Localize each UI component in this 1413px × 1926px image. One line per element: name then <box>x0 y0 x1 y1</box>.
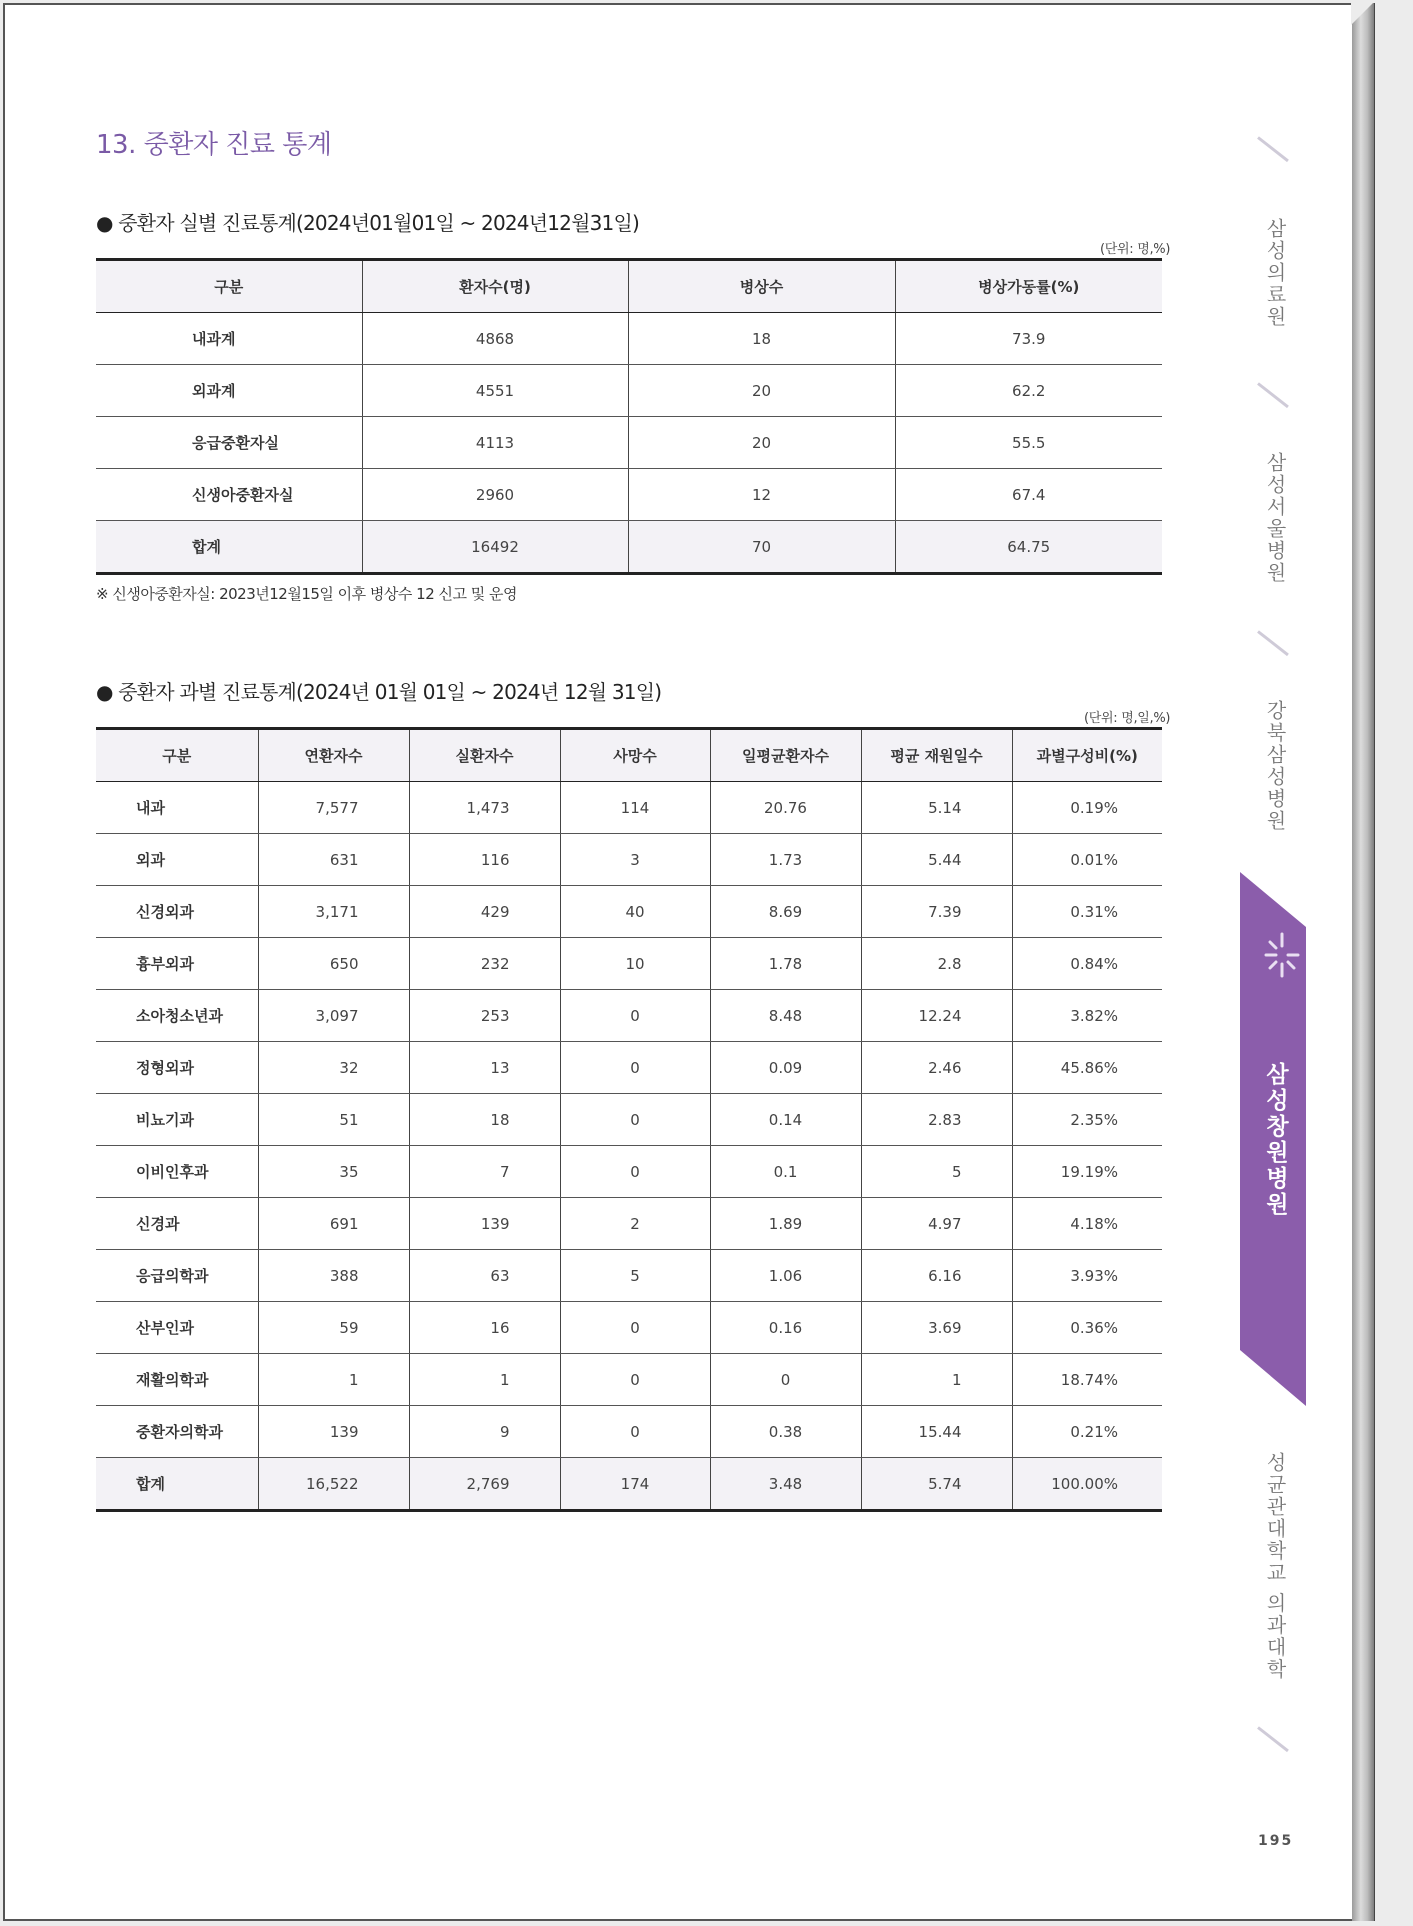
table-cell: 2.46 <box>861 1042 1012 1094</box>
table-cell: 2960 <box>362 469 628 521</box>
table-body <box>96 313 1162 574</box>
table-row <box>96 417 1162 469</box>
table-cell: 0.36% <box>1012 1302 1162 1354</box>
sidebar-item-samsung-changwon[interactable]: 삼성창원병원 <box>1262 1062 1288 1218</box>
table-cell: 59 <box>258 1302 409 1354</box>
table-row <box>96 1406 1162 1458</box>
table-cell: 2,769 <box>409 1458 560 1511</box>
table-row <box>96 886 1162 938</box>
table-cell: 7,577 <box>258 782 409 834</box>
table-cell: 19.19% <box>1012 1146 1162 1198</box>
table2-caption: ● 중환자 과별 진료통계(2024년 01월 01일 ~ 2024년 12월 31일) <box>96 680 662 704</box>
row-label: 내과 <box>96 782 258 834</box>
table-cell: 139 <box>409 1198 560 1250</box>
table-cell: 3,171 <box>258 886 409 938</box>
table-row <box>96 1146 1162 1198</box>
table-cell: 1.06 <box>710 1250 861 1302</box>
department-stats-table <box>96 727 1162 1512</box>
table-row <box>96 1354 1162 1406</box>
table-row <box>96 365 1162 417</box>
table-cell: 16492 <box>362 521 628 574</box>
row-label: 소아청소년과 <box>96 990 258 1042</box>
table-cell: 0 <box>560 990 710 1042</box>
table-cell: 2.83 <box>861 1094 1012 1146</box>
row-label: 재활의학과 <box>96 1354 258 1406</box>
table-cell: 0.19% <box>1012 782 1162 834</box>
table-cell: 4.18% <box>1012 1198 1162 1250</box>
table-cell: 0.38 <box>710 1406 861 1458</box>
table-cell: 10 <box>560 938 710 990</box>
table-cell: 1.73 <box>710 834 861 886</box>
table-cell: 0.84% <box>1012 938 1162 990</box>
table1-caption: ● 중환자 실별 진료통계(2024년01월01일 ~ 2024년12월31일) <box>96 211 639 235</box>
table-cell: 5 <box>861 1146 1012 1198</box>
section-title: 13. 중환자 진료 통계 <box>96 130 332 160</box>
row-label: 이비인후과 <box>96 1146 258 1198</box>
header-cell: 일평균환자수 <box>710 729 861 782</box>
sparkle-icon <box>1262 930 1302 980</box>
table-row <box>96 1250 1162 1302</box>
table-row <box>96 990 1162 1042</box>
table-cell: 0.31% <box>1012 886 1162 938</box>
table-cell: 13 <box>409 1042 560 1094</box>
table-total-row <box>96 521 1162 574</box>
table-cell: 0.16 <box>710 1302 861 1354</box>
table-cell: 0 <box>560 1146 710 1198</box>
table-cell: 0 <box>710 1354 861 1406</box>
table-body <box>96 782 1162 1511</box>
table-cell: 139 <box>258 1406 409 1458</box>
header-cell: 과별구성비(%) <box>1012 729 1162 782</box>
table-row <box>96 1094 1162 1146</box>
table-cell: 0.09 <box>710 1042 861 1094</box>
table-cell: 114 <box>560 782 710 834</box>
table-cell: 3.69 <box>861 1302 1012 1354</box>
table-cell: 253 <box>409 990 560 1042</box>
table-cell: 4551 <box>362 365 628 417</box>
row-label: 합계 <box>96 521 362 574</box>
row-label: 비뇨기과 <box>96 1094 258 1146</box>
table-cell: 63 <box>409 1250 560 1302</box>
table-cell: 1,473 <box>409 782 560 834</box>
table-row <box>96 313 1162 365</box>
header-cell: 평균 재원일수 <box>861 729 1012 782</box>
row-label: 중환자의학과 <box>96 1406 258 1458</box>
row-label: 정형외과 <box>96 1042 258 1094</box>
table-cell: 16 <box>409 1302 560 1354</box>
table-cell: 5.74 <box>861 1458 1012 1511</box>
table-cell: 20 <box>628 365 895 417</box>
table-cell: 0 <box>560 1406 710 1458</box>
table-cell: 12.24 <box>861 990 1012 1042</box>
header-cell: 사망수 <box>560 729 710 782</box>
table-cell: 0.14 <box>710 1094 861 1146</box>
table-cell: 1 <box>409 1354 560 1406</box>
sidebar-item-samsung-medical[interactable]: 삼성의료원 <box>1263 218 1287 328</box>
table-row <box>96 938 1162 990</box>
row-label: 응급중환자실 <box>96 417 362 469</box>
row-label: 합계 <box>96 1458 258 1511</box>
table-row <box>96 1198 1162 1250</box>
table-cell: 388 <box>258 1250 409 1302</box>
sidebar-item-samsung-seoul[interactable]: 삼성서울병원 <box>1263 452 1287 584</box>
table-cell: 15.44 <box>861 1406 1012 1458</box>
table-cell: 18 <box>628 313 895 365</box>
table-cell: 232 <box>409 938 560 990</box>
table-cell: 1.78 <box>710 938 861 990</box>
table-cell: 1.89 <box>710 1198 861 1250</box>
row-label: 응급의학과 <box>96 1250 258 1302</box>
table-cell: 4.97 <box>861 1198 1012 1250</box>
unit-stats-table <box>96 258 1162 575</box>
table-cell: 4868 <box>362 313 628 365</box>
row-label: 산부인과 <box>96 1302 258 1354</box>
table-cell: 4113 <box>362 417 628 469</box>
page-curl <box>1352 3 1375 1921</box>
table-cell: 1 <box>861 1354 1012 1406</box>
table-header-row <box>96 729 1162 782</box>
table-cell: 429 <box>409 886 560 938</box>
table-cell: 3.82% <box>1012 990 1162 1042</box>
table-row <box>96 469 1162 521</box>
table1-note: ※ 신생아중환자실: 2023년12월15일 이후 병상수 12 신고 및 운영 <box>96 585 518 603</box>
header-cell: 환자수(명) <box>362 260 628 313</box>
table-cell: 1 <box>258 1354 409 1406</box>
table-cell: 35 <box>258 1146 409 1198</box>
table-cell: 2.35% <box>1012 1094 1162 1146</box>
table-cell: 64.75 <box>895 521 1162 574</box>
table-cell: 0 <box>560 1302 710 1354</box>
table-cell: 12 <box>628 469 895 521</box>
row-label: 흉부외과 <box>96 938 258 990</box>
table-cell: 650 <box>258 938 409 990</box>
table-cell: 16,522 <box>258 1458 409 1511</box>
table-cell: 32 <box>258 1042 409 1094</box>
table-cell: 631 <box>258 834 409 886</box>
table-cell: 55.5 <box>895 417 1162 469</box>
table-total-row <box>96 1458 1162 1511</box>
table-cell: 3.48 <box>710 1458 861 1511</box>
row-label: 신생아중환자실 <box>96 469 362 521</box>
table-cell: 6.16 <box>861 1250 1012 1302</box>
row-label: 신경과 <box>96 1198 258 1250</box>
table2-unit: (단위: 명,일,%) <box>1084 711 1171 726</box>
header-cell: 구분 <box>96 729 258 782</box>
page-number: 195 <box>1258 1833 1294 1849</box>
table-cell: 5.14 <box>861 782 1012 834</box>
table-cell: 0 <box>560 1094 710 1146</box>
table-cell: 51 <box>258 1094 409 1146</box>
sidebar-item-skku-medicine[interactable]: 성균관대학교 의과대학 <box>1263 1452 1287 1681</box>
table-cell: 116 <box>409 834 560 886</box>
table-cell: 18 <box>409 1094 560 1146</box>
table-cell: 62.2 <box>895 365 1162 417</box>
sidebar-item-kangbuk-samsung[interactable]: 강북삼성병원 <box>1263 700 1287 832</box>
table-row <box>96 1042 1162 1094</box>
table-cell: 7.39 <box>861 886 1012 938</box>
table-cell: 18.74% <box>1012 1354 1162 1406</box>
header-cell: 병상가동률(%) <box>895 260 1162 313</box>
table-cell: 0.21% <box>1012 1406 1162 1458</box>
table-cell: 3,097 <box>258 990 409 1042</box>
table-cell: 3.93% <box>1012 1250 1162 1302</box>
row-label: 신경외과 <box>96 886 258 938</box>
table-row <box>96 1302 1162 1354</box>
row-label: 외과계 <box>96 365 362 417</box>
table-cell: 45.86% <box>1012 1042 1162 1094</box>
table-cell: 40 <box>560 886 710 938</box>
table-cell: 5 <box>560 1250 710 1302</box>
table-cell: 8.69 <box>710 886 861 938</box>
table-cell: 20.76 <box>710 782 861 834</box>
header-cell: 구분 <box>96 260 362 313</box>
table-cell: 100.00% <box>1012 1458 1162 1511</box>
table-cell: 174 <box>560 1458 710 1511</box>
table-cell: 67.4 <box>895 469 1162 521</box>
table-cell: 73.9 <box>895 313 1162 365</box>
table-header-row <box>96 260 1162 313</box>
table-cell: 691 <box>258 1198 409 1250</box>
table-cell: 2.8 <box>861 938 1012 990</box>
header-cell: 연환자수 <box>258 729 409 782</box>
row-label: 외과 <box>96 834 258 886</box>
table-cell: 0 <box>560 1042 710 1094</box>
table-cell: 5.44 <box>861 834 1012 886</box>
header-cell: 실환자수 <box>409 729 560 782</box>
table-row <box>96 782 1162 834</box>
table-row <box>96 834 1162 886</box>
row-label: 내과계 <box>96 313 362 365</box>
table-cell: 8.48 <box>710 990 861 1042</box>
table1-unit: (단위: 명,%) <box>1100 242 1171 257</box>
table-cell: 9 <box>409 1406 560 1458</box>
table-cell: 20 <box>628 417 895 469</box>
header-cell: 병상수 <box>628 260 895 313</box>
table-cell: 0 <box>560 1354 710 1406</box>
table-cell: 0.1 <box>710 1146 861 1198</box>
table-cell: 0.01% <box>1012 834 1162 886</box>
table-cell: 70 <box>628 521 895 574</box>
table-cell: 2 <box>560 1198 710 1250</box>
table-cell: 7 <box>409 1146 560 1198</box>
table-cell: 3 <box>560 834 710 886</box>
